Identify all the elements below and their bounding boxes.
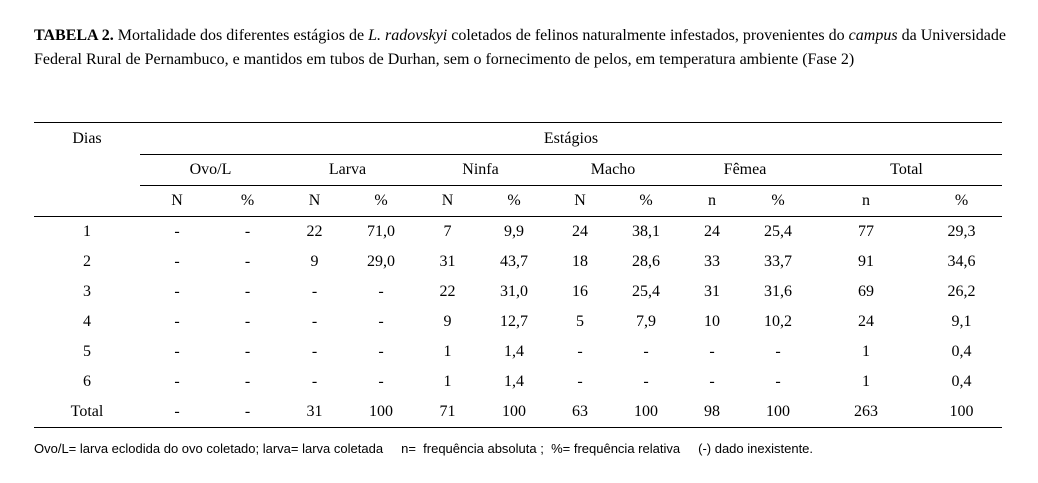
table-cell: 1,4 <box>504 343 524 360</box>
table-cell: 100 <box>921 397 1002 428</box>
table-cell: 33 <box>704 253 720 270</box>
table-cell: 98 <box>679 397 745 428</box>
table-cell: 2 <box>83 253 91 270</box>
subheader-cell: n <box>811 186 921 217</box>
table-cell: 1,4 <box>504 373 524 390</box>
table-row <box>34 247 1002 277</box>
table-cell: - <box>174 373 180 390</box>
table-cell: - <box>709 373 715 390</box>
table-cell: - <box>378 313 384 330</box>
table-cell: 31 <box>704 283 720 300</box>
table-cell: 100 <box>745 397 811 428</box>
table-cell: 9 <box>310 253 319 270</box>
table-cell: 16 <box>572 283 588 300</box>
caption-text-c: da Universidade Federal Rural de Pernambuco, e mantidos em tubos de Durhan, sem o fornecimento de pelos, em temperatura ambiente (Fase 2) <box>34 27 1007 68</box>
table-cell: - <box>244 253 251 270</box>
table-cell: 1 <box>862 343 870 360</box>
table-cell: - <box>577 343 583 360</box>
table-cell: 1 <box>443 343 452 360</box>
header-spacer <box>34 186 140 217</box>
table-cell: - <box>311 343 318 360</box>
group-header: Ovo/L <box>140 155 281 186</box>
header-row-stages <box>34 123 1002 155</box>
table-cell: - <box>244 373 251 390</box>
table-cell: - <box>174 343 180 360</box>
subheader-cell: n <box>679 186 745 217</box>
caption-text-b: coletados de felinos naturalmente infestados, provenientes do <box>447 27 849 44</box>
table-cell: - <box>174 253 180 270</box>
subheader-cell: % <box>745 186 811 217</box>
group-header: Larva <box>281 155 414 186</box>
table-cell: - <box>174 223 180 240</box>
subheader-cell: % <box>348 186 414 217</box>
group-header: Ninfa <box>414 155 547 186</box>
subheader-cell: % <box>921 186 1002 217</box>
table-cell: 263 <box>811 397 921 428</box>
table-cell: - <box>643 343 649 360</box>
table-cell: - <box>775 373 781 390</box>
table-cell: 28,6 <box>632 253 660 270</box>
table-cell: 18 <box>572 253 588 270</box>
table-cell: 0,4 <box>951 373 972 390</box>
table-cell: 100 <box>348 397 414 428</box>
caption-species: L. radovskyi <box>368 27 448 44</box>
table-cell: - <box>140 397 214 428</box>
caption-campus: campus <box>848 27 898 44</box>
table-row <box>34 217 1002 248</box>
table-cell: 24 <box>858 313 874 330</box>
table-cell: 34,6 <box>947 253 976 270</box>
header-spacer <box>34 155 140 186</box>
table-cell: - <box>244 223 251 240</box>
table-cell: - <box>311 313 318 330</box>
table-cell: 7 <box>443 223 452 240</box>
table-cell: 25,4 <box>632 283 660 300</box>
table-cell: - <box>244 343 251 360</box>
table-cell: 100 <box>613 397 679 428</box>
table-cell: Total <box>34 397 140 428</box>
table-cell: 10,2 <box>764 313 792 330</box>
table-cell: 77 <box>858 223 874 240</box>
table-cell: 29,0 <box>367 253 395 270</box>
table-cell: 31,0 <box>500 283 528 300</box>
subheader-cell: N <box>547 186 613 217</box>
table-cell: 9,9 <box>504 223 524 240</box>
table-cell: 24 <box>572 223 588 240</box>
table-cell: 9,1 <box>951 313 972 330</box>
group-header: Total <box>811 155 1002 186</box>
table-cell: - <box>709 343 715 360</box>
header-row-subheaders <box>34 186 1002 217</box>
table-cell: 10 <box>704 313 720 330</box>
table-caption <box>34 24 1006 72</box>
table-cell: 7,9 <box>636 313 656 330</box>
table-cell: 3 <box>83 283 91 300</box>
table-cell: - <box>311 373 318 390</box>
table-cell: - <box>577 373 583 390</box>
table-cell: 24 <box>704 223 720 240</box>
table-cell: - <box>244 283 251 300</box>
table-cell: 0,4 <box>951 343 972 360</box>
table-cell: 71,0 <box>367 223 395 240</box>
table-cell: 22 <box>439 283 456 300</box>
table-cell: 12,7 <box>500 313 528 330</box>
table-row <box>34 277 1002 307</box>
table-cell: 5 <box>83 343 91 360</box>
table-cell: 31,6 <box>764 283 792 300</box>
subheader-cell: % <box>613 186 679 217</box>
caption-label: TABELA 2. <box>34 27 114 44</box>
table-cell: 100 <box>481 397 547 428</box>
table-cell: 9 <box>443 313 452 330</box>
table-row <box>34 337 1002 367</box>
table-cell: 91 <box>858 253 874 270</box>
table-cell: 25,4 <box>764 223 792 240</box>
subheader-cell: N <box>414 186 481 217</box>
table-cell: - <box>775 343 781 360</box>
table-cell: 4 <box>83 313 91 330</box>
table-cell: 1 <box>862 373 870 390</box>
table-cell: 63 <box>547 397 613 428</box>
subheader-cell: N <box>140 186 214 217</box>
table-cell: - <box>378 283 384 300</box>
subheader-cell: % <box>214 186 281 217</box>
table-cell: 26,2 <box>947 283 976 300</box>
table-cell: 22 <box>306 223 323 240</box>
table-cell: - <box>244 313 251 330</box>
table-cell: - <box>174 283 180 300</box>
header-row-groups <box>34 155 1002 186</box>
table-cell: 29,3 <box>947 223 976 240</box>
table-row <box>34 367 1002 397</box>
table-cell: 6 <box>83 373 91 390</box>
table-cell: 69 <box>858 283 874 300</box>
table-cell: - <box>214 397 281 428</box>
table-cell: 38,1 <box>632 223 660 240</box>
table-cell: 5 <box>576 313 584 330</box>
subheader-cell: N <box>281 186 348 217</box>
subheader-cell: % <box>481 186 547 217</box>
table-cell: - <box>378 343 384 360</box>
table-cell: - <box>643 373 649 390</box>
caption-text-a: Mortalidade dos diferentes estágios de <box>113 27 369 44</box>
table-cell: 31 <box>281 397 348 428</box>
group-header: Macho <box>547 155 679 186</box>
mortality-table-container <box>34 122 1002 428</box>
table-footnote: Ovo/L= larva eclodida do ovo coletado; larva= larva coletada n= frequência absoluta ; %= frequência relativa (-) dado inexistente. <box>34 441 814 456</box>
table-cell: 1 <box>443 373 452 390</box>
table-cell: 31 <box>439 253 456 270</box>
table-cell: 33,7 <box>764 253 792 270</box>
table-cell: - <box>378 373 384 390</box>
stages-header: Estágios <box>140 123 1002 155</box>
table-cell: 71 <box>414 397 481 428</box>
mortality-table <box>34 122 1002 428</box>
table-row <box>34 307 1002 337</box>
table-cell: - <box>174 313 180 330</box>
group-header: Fêmea <box>679 155 811 186</box>
table-cell: 1 <box>83 223 91 240</box>
table-row-total <box>34 397 1002 428</box>
table-cell: 43,7 <box>500 253 528 270</box>
days-header: Dias <box>34 123 140 155</box>
table-cell: - <box>311 283 318 300</box>
